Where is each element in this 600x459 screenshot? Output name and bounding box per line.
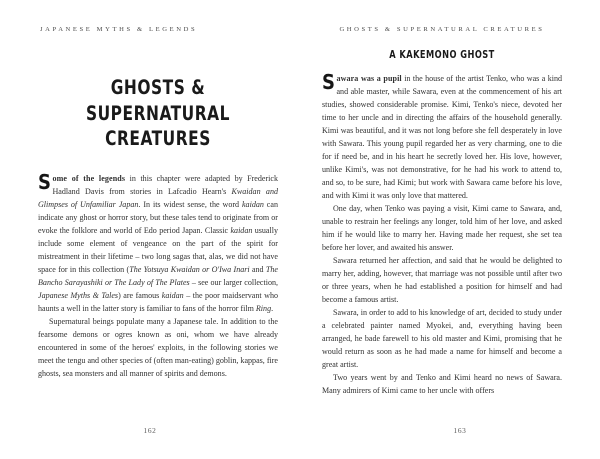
story-title: A KAKEMONO GHOST	[389, 50, 495, 61]
page-number-recto: 163	[453, 426, 467, 435]
paragraph-text: One day, when Tenko was paying a visit, Kimi came to Sawara, and, unable to restrain her feelings any longer, told him of her love, and asked him if he would like to marry her. Having made her request, she set tea before her lover, and awaited his answer.	[322, 204, 562, 252]
paragraph-text: in this chapter were adapted by Frederick Hadland Davis from stories in Lafcadio Hearn's Kwaidan and Glimpses of Unfamiliar Japan. In its widest sense, the word kaidan can indicate any ghost or horror story, but these tales tend to originate from or evoke the folklore and world of Edo period Japan. Classic kaidan usually include some element of vengeance on the part of the spirit for mistreatment in their lifetime – two long sagas that, alas, we did not have space for in this collection (The Yotsuya Kwaidan or O'Iwa Inari and The Bancho Sarayashiki or The Lady of The Plates – see our larger collection, Japanese Myths & Tales) are famous kaidan – the poor maidservant who haunts a well in the latter story is familiar to fans of the horror film Ring.	[38, 174, 278, 314]
drop-cap: S	[38, 170, 51, 195]
paragraph	[322, 306, 562, 371]
paragraph	[322, 72, 562, 202]
drop-cap: S	[322, 70, 335, 94]
page-number-verso: 162	[143, 426, 157, 435]
running-head-verso: JAPANESE MYTHS & LEGENDS	[40, 26, 198, 33]
verso-body	[38, 172, 278, 380]
paragraph-text: in the house of the artist Tenko, who was a kind and able master, while Sawara, even at the commencement of his art studies, showed considerable promise. Kimi, Tenko's niece, devoted her time to her uncle and in directing the affairs of the household generally. Kimi was beautiful, and it was not long before she fell desperately in love with Sawara. This young pupil regarded her as very charming, one to die for if need be, and in his heart he secretly loved her. His love, however, unlike Kimi's, was not demonstrative, for he had his work to attend to, and so, to be sure, had Kimi; but work with Sawara came before his love, and with Kimi it was only love that mattered.	[322, 74, 563, 200]
paragraph	[322, 254, 562, 306]
page-recto	[300, 0, 600, 459]
chapter-title-line-2: CREATURES	[105, 127, 211, 151]
paragraph-text: Sawara, in order to add to his knowledge of art, decided to study under a celebrated painter named Myokei, and, everything having been arranged, he bade farewell to his old master and Kimi, promising that he would return as soon as he had made a name for himself and become a great artist.	[322, 308, 562, 369]
running-head-recto: GHOSTS & SUPERNATURAL CREATURES	[339, 26, 545, 33]
chapter-title	[52, 75, 263, 152]
recto-body	[322, 72, 562, 397]
paragraph-text: Two years went by and Tenko and Kimi heard no news of Sawara. Many admirers of Kimi came to her uncle with offers	[322, 373, 562, 395]
paragraph-text: Sawara returned her affection, and said that he would be delighted to marry her, adding, however, that marriage was not possible until after two or three years, when he had established a position for himself and had become a famous artist.	[322, 256, 562, 304]
opening-bold-run: ome of the legends	[52, 174, 126, 184]
paragraph	[38, 315, 278, 380]
paragraph-text: Supernatural beings populate many a Japanese tale. In addition to the fearsome demons or ogres known as oni, whom we have already encountered in some of the heroes' exploits, in the following stories we meet the tengu and other species of (often man-eating) goblin, kappas, fire ghosts, sea monsters and all manner of spirits and demons.	[38, 317, 278, 379]
paragraph	[322, 202, 562, 254]
opening-bold-run: awara was a pupil	[336, 74, 402, 83]
paragraph	[322, 371, 562, 397]
paragraph	[38, 172, 278, 315]
chapter-title-line-1: GHOSTS & SUPERNATURAL	[85, 76, 231, 125]
